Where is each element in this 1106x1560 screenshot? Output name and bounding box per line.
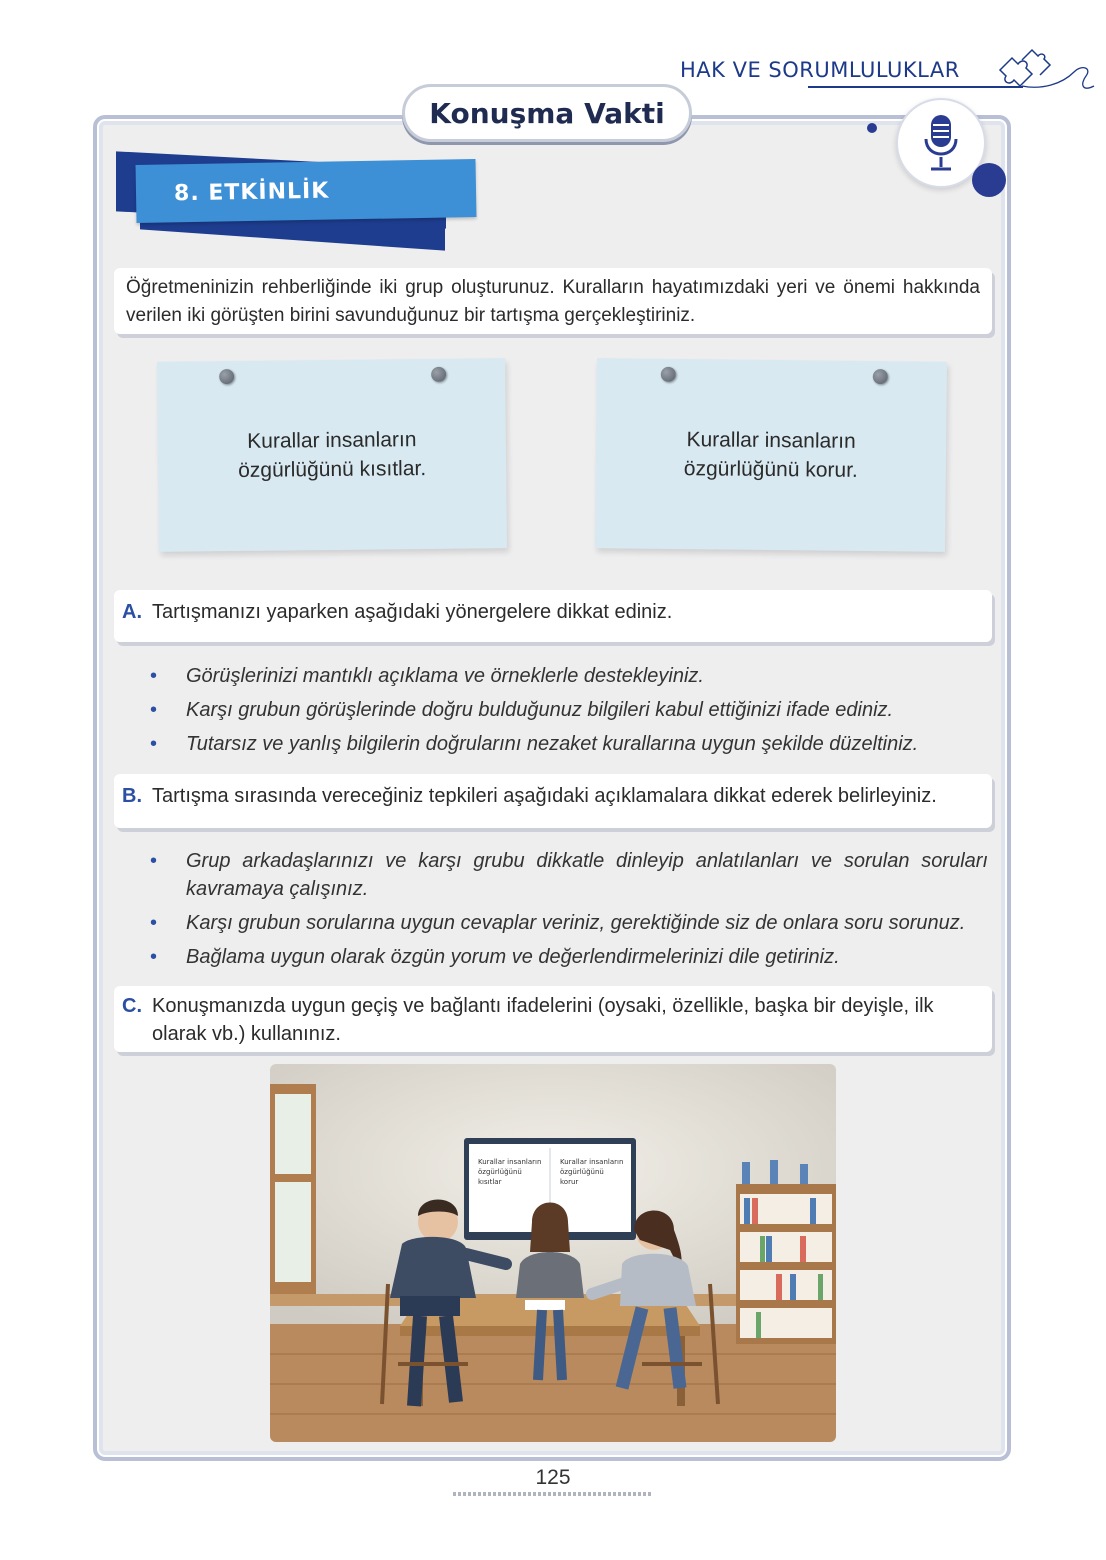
section-title: Konuşma Vakti: [429, 96, 665, 130]
classroom-image: [270, 1064, 836, 1442]
note-line: Kurallar insanların: [686, 428, 856, 453]
section-b-box: [114, 774, 992, 828]
section-c-text: Konuşmanızda uygun geçiş ve bağlantı ifadelerini (oysaki, özellikle, başka bir deyişle, ilk olarak vb.) kullanınız.: [152, 995, 934, 1045]
bullet-text: Grup arkadaşlarınızı ve karşı grubu dikkatle dinleyip anlatılanları ve sorulan soruları kavramaya çalışınız.: [186, 850, 988, 900]
activity-label: 8. ETKİNLİK: [173, 178, 330, 206]
board-text-right: Kurallar insanların özgürlüğünü korur: [560, 1158, 624, 1186]
section-letter: C.: [122, 995, 142, 1017]
list-item: • Görüşlerinizi mantıklı açıklama ve örneklerle destekleyiniz.: [150, 665, 704, 687]
board-text-left: Kurallar insanların özgürlüğünü kısıtlar: [478, 1158, 542, 1186]
note-line: özgürlüğünü kısıtlar.: [238, 457, 427, 482]
opinion-note-left: [157, 358, 507, 552]
list-item: • Karşı grubun görüşlerinde doğru bulduğunuz bilgileri kabul ettiğinizi ifade ediniz.: [150, 699, 894, 721]
bullet-text: Karşı grubun sorularına uygun cevaplar veriniz, gerektiğinde siz de onlara soru sorunuz.: [186, 912, 966, 934]
activity-banner: [136, 159, 477, 223]
bullet-text: Tutarsız ve yanlış bilgilerin doğrularını nezaket kurallarına uygun şekilde düzeltiniz.: [186, 733, 919, 755]
opinion-note-right: [595, 358, 947, 552]
intro-instruction: Öğretmeninizin rehberliğinde iki grup oluşturunuz. Kuralların hayatımızdaki yeri ve önemi hakkında verilen iki görüşten birini savunduğunuz bir tartışma gerçekleştiriniz.: [114, 268, 992, 334]
section-c-box: [114, 986, 992, 1052]
pin-icon: [219, 369, 234, 384]
bullet-text: Karşı grubun görüşlerinde doğru bulduğunuz bilgileri kabul ettiğinizi ifade ediniz.: [186, 699, 894, 721]
section-c-row: [122, 992, 992, 1048]
unit-title: HAK VE SORUMLULUKLAR: [680, 58, 960, 82]
bullet-text: Bağlama uygun olarak özgün yorum ve değerlendirmelerinizi dile getiriniz.: [186, 946, 840, 968]
decor-circle: [972, 163, 1006, 197]
section-a-text: Tartışmanızı yaparken aşağıdaki yönergelere dikkat ediniz.: [152, 601, 673, 623]
pin-icon: [661, 367, 676, 382]
note-text: [158, 424, 507, 486]
section-letter: B.: [122, 785, 142, 807]
page-number: 125: [535, 1466, 571, 1489]
section-b-text: Tartışma sırasında vereceğiniz tepkileri aşağıdaki açıklamalara dikkat ederek belirleyiniz.: [152, 785, 937, 807]
puzzle-decoration-icon: [992, 44, 1096, 100]
microphone-icon: [921, 113, 961, 173]
bullet-text: Görüşlerinizi mantıklı açıklama ve örneklerle destekleyiniz.: [186, 665, 704, 687]
section-title-box: [402, 84, 692, 142]
list-item: • Bağlama uygun olarak özgün yorum ve değerlendirmelerinizi dile getiriniz.: [150, 946, 840, 968]
classroom-illustration: [270, 1064, 836, 1442]
decor-dot: [867, 123, 877, 133]
note-line: özgürlüğünü korur.: [683, 457, 858, 482]
section-letter: A.: [122, 601, 142, 623]
list-item: • Karşı grubun sorularına uygun cevaplar veriniz, gerektiğinde siz de onlara soru sorunuz.: [150, 912, 966, 934]
list-item: • Tutarsız ve yanlış bilgilerin doğrularını nezaket kurallarına uygun şekilde düzeltiniz.: [150, 733, 919, 755]
note-text: [596, 424, 947, 486]
bullet-list-a: [150, 662, 980, 758]
page-number-underline: [453, 1492, 653, 1496]
section-a-box: [114, 590, 992, 642]
header-underline: [808, 86, 1023, 88]
bullet-list-b: [150, 847, 988, 971]
pin-icon: [431, 367, 446, 382]
pin-icon: [873, 369, 888, 384]
note-line: Kurallar insanların: [247, 428, 417, 453]
list-item: • Grup arkadaşlarınızı ve karşı grubu dikkatle dinleyip anlatılanları ve sorulan soruları kavramaya çalışınız.: [150, 850, 988, 900]
